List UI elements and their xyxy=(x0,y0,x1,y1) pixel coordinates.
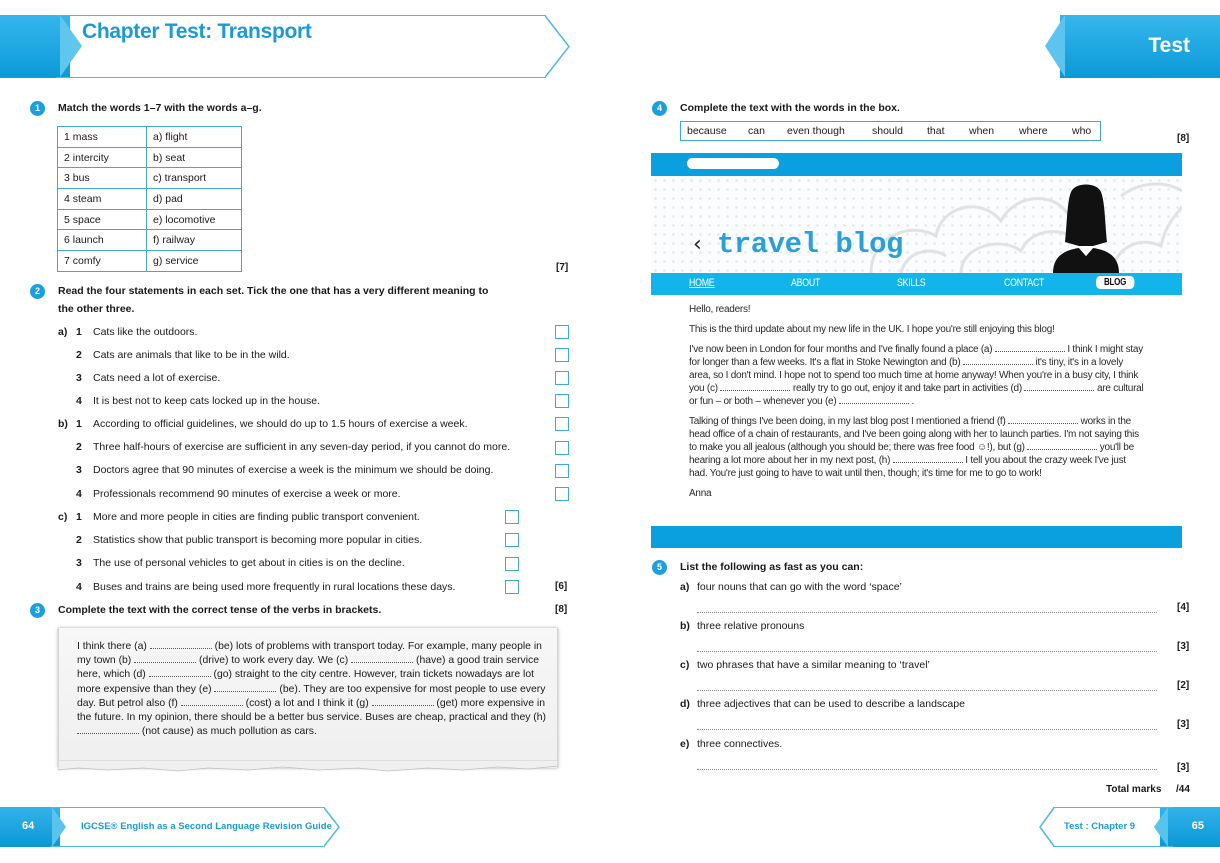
nav-contact[interactable]: CONTACT xyxy=(1004,277,1045,289)
blog-signature: Anna xyxy=(689,488,712,499)
tick-checkbox[interactable] xyxy=(555,394,569,408)
q4-instruction: Complete the text with the words in the box. xyxy=(680,102,900,114)
blank-a[interactable] xyxy=(150,640,212,649)
match-left-cell: 4 steam xyxy=(58,189,147,210)
nav-blog[interactable]: BLOG xyxy=(1096,276,1134,289)
blank-g[interactable] xyxy=(372,697,434,706)
q5c-marks: [2] xyxy=(1177,680,1190,691)
blank-b[interactable] xyxy=(963,357,1033,365)
total-marks-value: /44 xyxy=(1176,784,1190,795)
left-page: Chapter Test: Transport 1 Match the words 1–7 with the words a–g. 1 mass a) flight 2 intercity b) seat 3 bus c) transport 4 steam d) pad 5 space e) locomotive 6 launch f) railway 7 comfy g) service [7] 2 Read the four statements in each set. Tick the one that has a very different meaning to the other three. a) 1 Cats like the outdoors. 2 Cats are animals that like to be in the wild. 3 Cats need a lot of exercise. 4 It is best not to keep cats locked up in the house. b) 1 According to official guidelines, we should do up to 1.5 hours of exercise a week. 2 Three half-hours of exercise are sufficient in any seven-day period, if you cannot do more. 3 Doctors agree that 90 minutes of exercise a week is the minimum we should be doing. 4 Professionals recommend 90 minutes of exercise a week or more. c) 1 More and more people in cities are finding public transport convenient. 2 Statistics show that public transport is becoming more popular in cities. 3 The use of personal vehicles to get about in cities is on the decline. 4 Buses and trains are being used more frequently in rural locations these days. [6] 3 Complete the text with the correct tense of the verbs in brackets. [8] I think there (a) (be) lots of problems with transport today. For example, many people in my town (b) (drive) to work every day. We (c) (have) a good train service here, which (d) (go) straight to the city centre. However, train tickets nowadays are lot more expensive than they (e) (be). They are too expensive for most people to use every day. But petrol also (f) (cost) a lot and I think it (g) (get) more expensive in the future. In my opinion, there should be a better bus service. Buses are cheap, practical and they (h) (not cause) as much pollution as cars. 64 IGCSE® English as a Second Language Revision Guide xyxy=(0,0,610,863)
nav-about[interactable]: ABOUT xyxy=(791,277,821,289)
blog-paragraph-1: I've now been in London for four months and I've finally found a place (a) I think I might stay for longer than a few weeks. It's a flat in Stoke Newington and (b) it's tiny, it's in a lovely area, so I don't mind. I hope not to spend too much time at home anyway! When you're in a busy city, I think you (c) really try to go out, enjoy it and take part in activities (d) are cultural or fun – or both – whenever you (e) . xyxy=(689,344,1144,407)
answer-line[interactable] xyxy=(697,651,1157,652)
user-silhouette-icon xyxy=(1051,184,1121,273)
q5-item: e) three connectives. xyxy=(680,738,783,750)
blank-f[interactable] xyxy=(1008,416,1078,424)
match-right-cell: e) locomotive xyxy=(147,209,242,230)
word-option: should xyxy=(872,125,903,137)
q1-instruction: Match the words 1–7 with the words a–g. xyxy=(58,102,262,114)
section-title: Test xyxy=(1148,34,1190,57)
blank-h[interactable] xyxy=(893,455,963,463)
table-row xyxy=(58,168,242,189)
match-left-cell: 2 intercity xyxy=(58,147,147,168)
word-option: can xyxy=(748,125,765,137)
blog-intro: This is the third update about my new life in the UK. I hope you're still enjoying this blog! xyxy=(689,324,1055,335)
q2-marks: [6] xyxy=(555,581,568,592)
question-number-badge: 4 xyxy=(652,101,667,116)
q3-passage: I think there (a) (be) lots of problems with transport today. For example, many people in my town (b) (drive) to work every day. We (c) (have) a good train service here, which (d) (go) straight to the city centre. However, train tickets nowadays are lot more expensive than they (e) (be). They are too expensive for most people to use every day. But petrol also (f) (cost) a lot and I think it (g) (get) more expensive in the future. In my opinion, there should be a better bus service. Buses are cheap, practical and they (h) (not cause) as much pollution as cars. xyxy=(77,641,546,738)
page-title: Chapter Test: Transport xyxy=(82,20,312,43)
tick-checkbox[interactable] xyxy=(555,325,569,339)
matching-table xyxy=(57,126,242,272)
tick-checkbox[interactable] xyxy=(505,580,519,594)
word-option: who xyxy=(1072,125,1092,137)
tick-checkbox[interactable] xyxy=(505,533,519,547)
match-right-cell: a) flight xyxy=(147,127,242,148)
blog-greeting: Hello, readers! xyxy=(689,304,751,315)
q5-item: a) four nouns that can go with the word ‘space’ xyxy=(680,581,902,593)
blog-bottom-bar xyxy=(651,526,1182,548)
match-left-cell: 7 comfy xyxy=(58,251,147,272)
question-number-badge: 5 xyxy=(652,560,667,575)
tick-checkbox[interactable] xyxy=(505,510,519,524)
table-row xyxy=(58,251,242,272)
question-number-badge: 2 xyxy=(30,284,45,299)
q2-instruction-line1: Read the four statements in each set. Tick the one that has a very different meaning to xyxy=(58,285,489,297)
table-row xyxy=(58,127,242,148)
q5d-marks: [3] xyxy=(1177,719,1190,730)
blog-logo: travel blog xyxy=(717,228,903,261)
word-option: even though xyxy=(787,125,845,137)
blank-e[interactable] xyxy=(839,396,909,404)
match-left-cell: 6 launch xyxy=(58,230,147,251)
q3-marks: [8] xyxy=(555,604,568,615)
blank-g[interactable] xyxy=(1027,442,1097,450)
blog-banner xyxy=(651,176,1182,273)
blank-f[interactable] xyxy=(181,697,243,706)
blog-post-body xyxy=(689,303,1144,507)
q4-marks: [8] xyxy=(1177,133,1190,144)
nav-skills[interactable]: SKILLS xyxy=(897,277,926,289)
q5a-marks: [4] xyxy=(1177,602,1190,613)
blog-search-field[interactable] xyxy=(687,158,779,169)
blank-d[interactable] xyxy=(1024,383,1094,391)
match-right-cell: b) seat xyxy=(147,147,242,168)
word-option: when xyxy=(969,125,995,137)
chapter-label: Test : Chapter 9 xyxy=(1064,821,1136,832)
word-option: because xyxy=(687,125,727,137)
q5e-marks: [3] xyxy=(1177,762,1190,773)
question-number-badge: 3 xyxy=(30,603,45,618)
blank-e[interactable] xyxy=(214,683,276,692)
q5-item: c) two phrases that have a similar meaning to ‘travel’ xyxy=(680,659,930,671)
word-box xyxy=(680,121,1101,141)
match-right-cell: c) transport xyxy=(147,168,242,189)
blog-nav-bar xyxy=(651,273,1182,295)
total-marks-label: Total marks xyxy=(1106,784,1162,795)
blank-c[interactable] xyxy=(720,383,790,391)
answer-line[interactable] xyxy=(697,612,1157,613)
blank-h[interactable] xyxy=(77,725,139,734)
blank-d[interactable] xyxy=(149,668,211,677)
tick-checkbox[interactable] xyxy=(555,464,569,478)
match-left-cell: 1 mass xyxy=(58,127,147,148)
test-header-banner xyxy=(1045,15,1220,78)
page-number: 65 xyxy=(1191,820,1204,832)
page-number: 64 xyxy=(22,820,35,832)
nav-home[interactable]: HOME xyxy=(689,277,715,289)
match-right-cell: g) service xyxy=(147,251,242,272)
blog-top-bar xyxy=(651,153,1182,176)
q5-item: d) three adjectives that can be used to describe a landscape xyxy=(680,698,965,710)
tick-checkbox[interactable] xyxy=(505,557,519,571)
tick-checkbox[interactable] xyxy=(555,487,569,501)
tick-checkbox[interactable] xyxy=(555,441,569,455)
answer-line[interactable] xyxy=(697,690,1157,691)
blog-paragraph-2: Talking of things I've been doing, in my last blog post I mentioned a friend (f) works in the head office of a chain of restaurants, and I've been going along with her to launch parties. I'm not saying this to make you all jealous (although you should be; there was free food ☺!), but (g) you'll be hearing a lot more about her in my next post, (h) I tell you about the crazy week I've just had. You're just going to have to wait until then, though; it's time for me to go to work! xyxy=(689,416,1139,479)
blog-mockup xyxy=(651,153,1182,548)
cloud-swirl-decoration xyxy=(861,176,1182,273)
q5b-marks: [3] xyxy=(1177,641,1190,652)
torn-edge xyxy=(58,760,558,776)
match-left-cell: 3 bus xyxy=(58,168,147,189)
tick-checkbox[interactable] xyxy=(555,348,569,362)
match-right-cell: d) pad xyxy=(147,189,242,210)
book-title: IGCSE® English as a Second Language Revision Guide xyxy=(81,821,332,832)
blank-b[interactable] xyxy=(134,654,196,663)
table-row xyxy=(58,209,242,230)
q5-instruction: List the following as fast as you can: xyxy=(680,561,864,573)
blank-c[interactable] xyxy=(351,654,413,663)
question-number-badge: 1 xyxy=(30,101,45,116)
answer-line[interactable] xyxy=(697,729,1157,730)
table-row xyxy=(58,147,242,168)
tick-checkbox[interactable] xyxy=(555,417,569,431)
answer-line[interactable] xyxy=(697,769,1157,770)
q5-item: b) three relative pronouns xyxy=(680,620,805,632)
tick-checkbox[interactable] xyxy=(555,371,569,385)
table-row xyxy=(58,230,242,251)
match-right-cell: f) railway xyxy=(147,230,242,251)
q3-instruction: Complete the text with the correct tense of the verbs in brackets. xyxy=(58,604,382,616)
table-row xyxy=(58,189,242,210)
back-chevron-icon[interactable]: ‹ xyxy=(693,232,702,257)
q1-marks: [7] xyxy=(556,262,569,273)
q2-instruction-line2: the other three. xyxy=(58,303,135,315)
blank-a[interactable] xyxy=(995,344,1065,352)
word-option: that xyxy=(927,125,945,137)
match-left-cell: 5 space xyxy=(58,209,147,230)
word-option: where xyxy=(1019,125,1048,137)
